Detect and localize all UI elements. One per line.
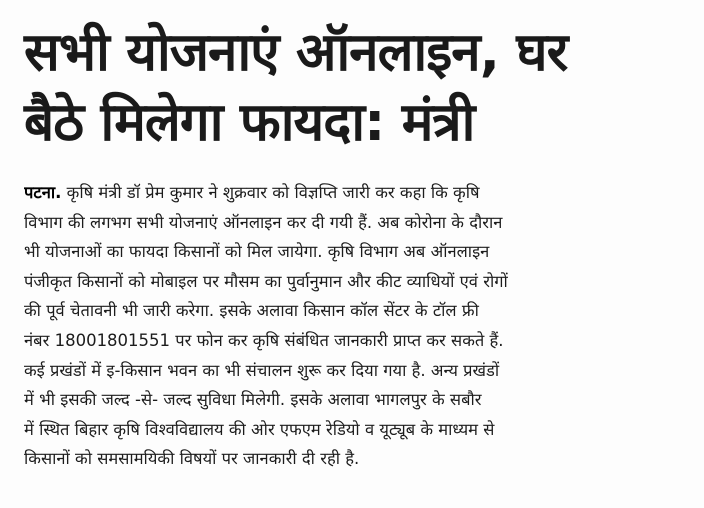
dateline: पटना. xyxy=(24,183,62,202)
headline-line-2: बैठे मिलेगा फायदा: मंत्री xyxy=(24,92,475,153)
headline-line-1: सभी योजनाएं ऑनलाइन, घर xyxy=(24,22,568,83)
headline xyxy=(24,18,684,158)
body-line-9: में स्थित बिहार कृषि विश्वविद्यालय की ओर एफएम रेडियो व यूट्यूब के माध्यम से xyxy=(24,419,495,439)
body-line-4: पंजीकृत किसानों को मोबाइल पर मौसम का पुर्वानुमान और कीट व्याधियों एवं रोगों xyxy=(24,271,508,291)
body-line-1 xyxy=(24,178,684,208)
body-line-6: नंबर 18001801551 पर फोन कर कृषि संबंधित जानकारी प्राप्त कर सकते हैं. xyxy=(24,330,504,350)
body-line-7: कई प्रखंडों में इ-किसान भवन का भी संचालन शुरू कर दिया गया है. अन्य प्रखंडों xyxy=(24,360,500,380)
body-first-line-text: कृषि मंत्री डॉ प्रेम कुमार ने शुक्रवार को विज्ञप्ति जारी कर कहा कि कृषि xyxy=(66,183,480,202)
article-body xyxy=(24,178,684,474)
body-line-10: किसानों को समसामयिकी विषयों पर जानकारी दी रही है. xyxy=(24,449,360,469)
body-line-3: भी योजनाओं का फायदा किसानों को मिल जायेगा. कृषि विभाग अब ऑनलाइन xyxy=(24,242,490,262)
body-line-5: की पूर्व चेतावनी भी जारी करेगा. इसके अलावा किसान कॉल सेंटर के टॉल फ्री xyxy=(24,301,479,321)
body-line-2: विभाग की लगभग सभी योजनाएं ऑनलाइन कर दी गयी हैं. अब कोरोना के दौरान xyxy=(24,212,503,232)
body-line-8: में भी इसकी जल्द -से- जल्द सुविधा मिलेगी. इसके अलावा भागलपुर के सबौर xyxy=(24,390,482,410)
